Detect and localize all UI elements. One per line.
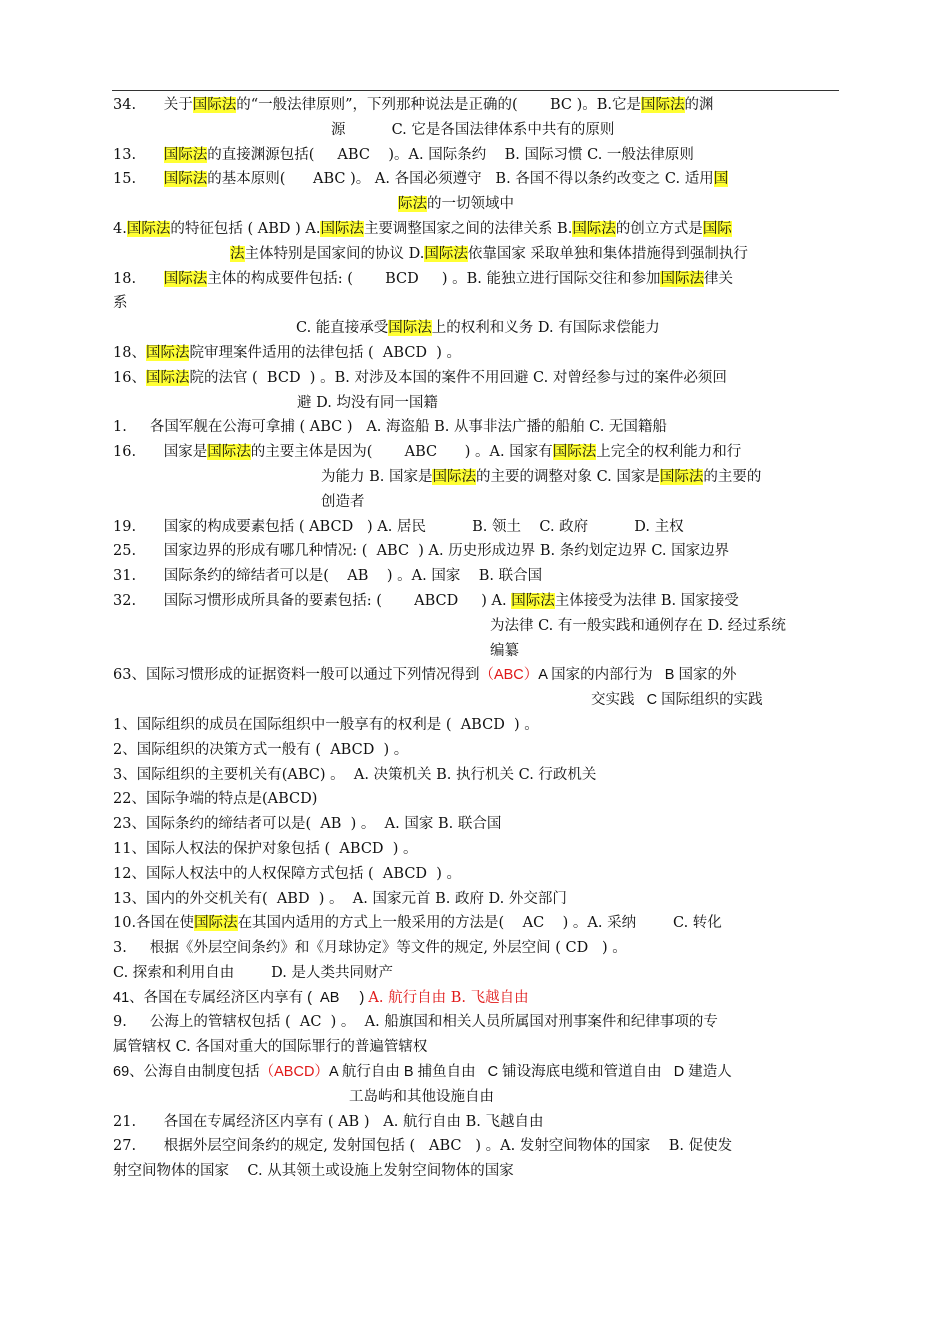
text-line — [113, 167, 839, 192]
highlighted-term: 国际法 — [192, 97, 237, 113]
text-line — [113, 539, 839, 564]
text-line — [113, 242, 839, 267]
text-line — [113, 93, 839, 118]
text-segment: 的渊 — [684, 97, 714, 113]
text-segment: 9. 公海上的管辖权包括 ( AC ) 。 A. 船旗国和相关人员所属国对刑事案件和纪律事项的专 — [113, 1014, 718, 1031]
text-segment: 15. — [113, 171, 164, 188]
text-line — [113, 738, 839, 763]
text-segment: 34. 关于 — [113, 97, 193, 113]
text-line — [113, 713, 839, 738]
text-line — [113, 787, 839, 812]
text-segment: （ABCD） — [259, 1064, 329, 1081]
document-body — [113, 93, 839, 1184]
text-segment: 主体的构成要件包括: ( BCD ) 。B. 能独立进行国际交往和参加 — [207, 270, 661, 287]
text-segment: 1. 各国军舰在公海可拿捕 ( ABC ) A. 海盗船 B. 从事非法广播的船舶 C. 无国籍船 — [113, 419, 667, 436]
text-segment: 32. 国际习惯形成所具备的要素包括: ( ABCD ) A. — [113, 592, 512, 609]
text-line — [113, 1110, 839, 1135]
text-line — [113, 1159, 839, 1184]
highlighted-term: 国 — [713, 171, 729, 188]
text-segment: 主要调整国家之间的法律关系 B. — [363, 220, 573, 237]
text-line — [113, 291, 839, 316]
text-line — [113, 341, 839, 366]
text-segment: 属管辖权 C. 各国对重大的国际罪行的普遍管辖权 — [113, 1039, 428, 1056]
highlighted-term: 法 — [230, 245, 245, 262]
text-segment: 创造者 — [321, 493, 365, 510]
text-segment: 院的法官 ( BCD ) 。B. 对涉及本国的案件不用回避 C. 对曾经参与过的案件必须回 — [189, 369, 727, 386]
highlighted-term: 国际法 — [163, 171, 208, 188]
text-segment: 4. — [113, 220, 127, 237]
text-segment: 16、 — [113, 369, 146, 386]
text-segment: 31. 国际条约的缔结者可以是( AB ) 。A. 国家 B. 联合国 — [113, 568, 543, 585]
text-segment: 的主要主体是因为( ABC ) 。A. 国家有 — [250, 444, 553, 461]
text-line — [113, 887, 839, 912]
text-line — [113, 639, 839, 664]
text-segment: （ABC） — [479, 667, 539, 684]
text-line — [113, 936, 839, 961]
text-segment: 3. 根据《外层空间条约》和《月球协定》等文件的规定, 外层空间 ( CD ) 。 — [113, 940, 627, 957]
text-line — [113, 688, 839, 713]
text-line — [113, 118, 839, 143]
text-line — [113, 812, 839, 837]
text-segment: 为法律 C. 有一般实践和通例存在 D. 经过系统 — [490, 617, 786, 634]
text-line — [113, 391, 839, 416]
text-segment: C. 能直接承受 — [296, 320, 389, 337]
highlighted-term: 国际法 — [145, 344, 190, 361]
highlighted-term: 国际法 — [145, 369, 190, 386]
text-segment: 23、国际条约的缔结者可以是( AB ) 。 A. 国家 B. 联合国 — [113, 816, 502, 833]
text-line — [113, 961, 839, 986]
text-segment: 3、国际组织的主要机关有(ABC) 。 A. 决策机关 B. 执行机关 C. 行政机关 — [113, 766, 597, 783]
text-segment: 为能力 B. 国家是 — [321, 468, 433, 485]
text-segment: A. 航行自由 B. 飞越自由 — [368, 989, 529, 1006]
text-line — [113, 1134, 839, 1159]
text-segment: 的“一般法律原则”，下列那种说法是正确的( BC )。B.它是 — [236, 97, 642, 113]
text-line — [113, 1060, 839, 1085]
highlighted-term: 国际法 — [511, 592, 555, 609]
text-line — [113, 564, 839, 589]
text-segment: 射空间物体的国家 C. 从其领土或设施上发射空间物体的国家 — [113, 1163, 514, 1180]
text-segment: 19. 国家的构成要素包括 ( ABCD ) A. 居民 B. 领土 C. 政府 D. 主权 — [113, 518, 684, 535]
text-line — [113, 911, 839, 936]
text-segment: 的基本原则( ABC )。 A. 各国必须遵守 B. 各国不得以条约改变之 C. 适用 — [207, 171, 714, 188]
text-segment: 41、各国在专属经济区内享有 ( AB ) — [113, 989, 369, 1006]
text-segment: 避 D. 均没有同一国籍 — [297, 394, 438, 411]
text-segment: 源 C. 它是各国法律体系中共有的原则 — [331, 121, 615, 138]
text-line — [113, 862, 839, 887]
highlighted-term: 国际法 — [320, 220, 364, 237]
text-line — [113, 614, 839, 639]
text-segment: 22、国际争端的特点是(ABCD) — [113, 791, 318, 808]
text-segment: 上完全的权利能力和行 — [596, 444, 742, 461]
text-line — [113, 465, 839, 490]
highlighted-term: 国际法 — [641, 97, 685, 113]
text-segment: A 国家的内部行为 B 国家的外 — [538, 667, 737, 684]
text-line — [113, 490, 839, 515]
highlighted-term: 国际法 — [163, 270, 208, 287]
text-line — [113, 589, 839, 614]
text-segment: 依靠国家 采取单独和集体措施得到强制执行 — [467, 245, 748, 262]
text-line — [113, 515, 839, 540]
text-segment: 的主要的 — [703, 468, 762, 485]
text-segment: 69、公海自由制度包括 — [113, 1064, 260, 1081]
text-line — [113, 986, 839, 1011]
highlighted-term: 国际法 — [388, 320, 432, 337]
text-segment: 16. 国家是 — [113, 444, 208, 461]
highlighted-term: 国际法 — [572, 220, 616, 237]
text-segment: 11、国际人权法的保护对象包括 ( ABCD ) 。 — [113, 840, 418, 857]
highlighted-term: 国际法 — [432, 468, 476, 485]
text-segment: 工岛屿和其他设施自由 — [349, 1088, 494, 1105]
text-segment: 13、国内的外交机关有( ABD ) 。 A. 国家元首 B. 政府 D. 外交部门 — [113, 890, 567, 907]
text-segment: 18、 — [113, 344, 146, 361]
text-segment: 上的权利和义务 D. 有国际求偿能力 — [431, 320, 660, 337]
text-segment: 编纂 — [490, 642, 519, 659]
text-segment: 63、国际习惯形成的证据资料一般可以通过下列情况得到 — [113, 667, 480, 684]
text-segment: 25. 国家边界的形成有哪几种情况: ( ABC ) A. 历史形成边界 B. 条约划定边界 C. 国家边界 — [113, 543, 730, 560]
text-segment: C. 探索和利用自由 D. 是人类共同财产 — [113, 964, 393, 981]
text-segment: 院审理案件适用的法律包括 ( ABCD ) 。 — [189, 344, 462, 361]
text-line — [113, 143, 839, 168]
text-line — [113, 763, 839, 788]
highlighted-term: 国际法 — [207, 444, 251, 461]
highlighted-term: 国际法 — [126, 220, 171, 237]
text-segment: 21. 各国在专属经济区内享有 ( AB ) A. 航行自由 B. 飞越自由 — [113, 1113, 544, 1130]
text-line — [113, 837, 839, 862]
text-segment: 的创立方式是 — [615, 220, 703, 237]
text-segment: 的一切领域中 — [427, 196, 514, 213]
text-segment: 27. 根据外层空间条约的规定, 发射国包括 ( ABC ) 。A. 发射空间物体的国家 B. 促使发 — [113, 1138, 733, 1155]
text-segment: 10.各国在使 — [113, 915, 195, 932]
text-line — [113, 192, 839, 217]
text-line — [113, 415, 839, 440]
text-line — [113, 366, 839, 391]
highlighted-term: 国际法 — [194, 915, 238, 932]
text-segment: 的直接渊源包括( ABC )。A. 国际条约 B. 国际习惯 C. 一般法律原则 — [207, 146, 694, 163]
text-line — [113, 440, 839, 465]
text-segment: 13. — [113, 146, 164, 163]
text-segment: 的特征包括 ( ABD ) A. — [170, 220, 321, 237]
highlighted-term: 国际法 — [163, 146, 208, 163]
text-segment: 12、国际人权法中的人权保障方式包括 ( ABCD ) 。 — [113, 865, 462, 882]
text-segment: 的主要的调整对象 C. 国家是 — [475, 468, 660, 485]
text-line — [113, 1035, 839, 1060]
highlighted-term: 国际法 — [659, 468, 704, 485]
text-segment: 系 — [113, 295, 128, 312]
text-line — [113, 1085, 839, 1110]
text-segment: 在其国内适用的方式上一般采用的方法是( AC ) 。A. 采纳 C. 转化 — [237, 915, 722, 932]
text-line — [113, 1010, 839, 1035]
text-segment: 交实践 C 国际组织的实践 — [591, 692, 763, 709]
text-segment: 2、国际组织的决策方式一般有 ( ABCD ) 。 — [113, 741, 409, 758]
text-segment: 主体特别是国家间的协议 D. — [244, 245, 425, 262]
text-line — [113, 217, 839, 242]
text-segment: 1、国际组织的成员在国际组织中一般享有的权利是 ( ABCD ) 。 — [113, 716, 539, 733]
highlighted-term: 国际法 — [552, 444, 597, 461]
highlighted-term: 际法 — [398, 196, 427, 213]
text-segment: A 航行自由 B 捕鱼自由 C 铺设海底电缆和管道自由 D 建造人 — [328, 1064, 732, 1081]
text-line — [113, 267, 839, 292]
text-segment: 主体接受为法律 B. 国家接受 — [554, 592, 739, 609]
highlighted-term: 国际法 — [660, 270, 704, 287]
text-line — [113, 663, 839, 688]
highlighted-term: 国际 — [702, 220, 732, 237]
text-segment: 律关 — [703, 270, 733, 287]
header-rule — [112, 90, 839, 91]
highlighted-term: 国际法 — [424, 245, 468, 262]
text-segment: 18. — [113, 270, 164, 287]
text-line — [113, 316, 839, 341]
